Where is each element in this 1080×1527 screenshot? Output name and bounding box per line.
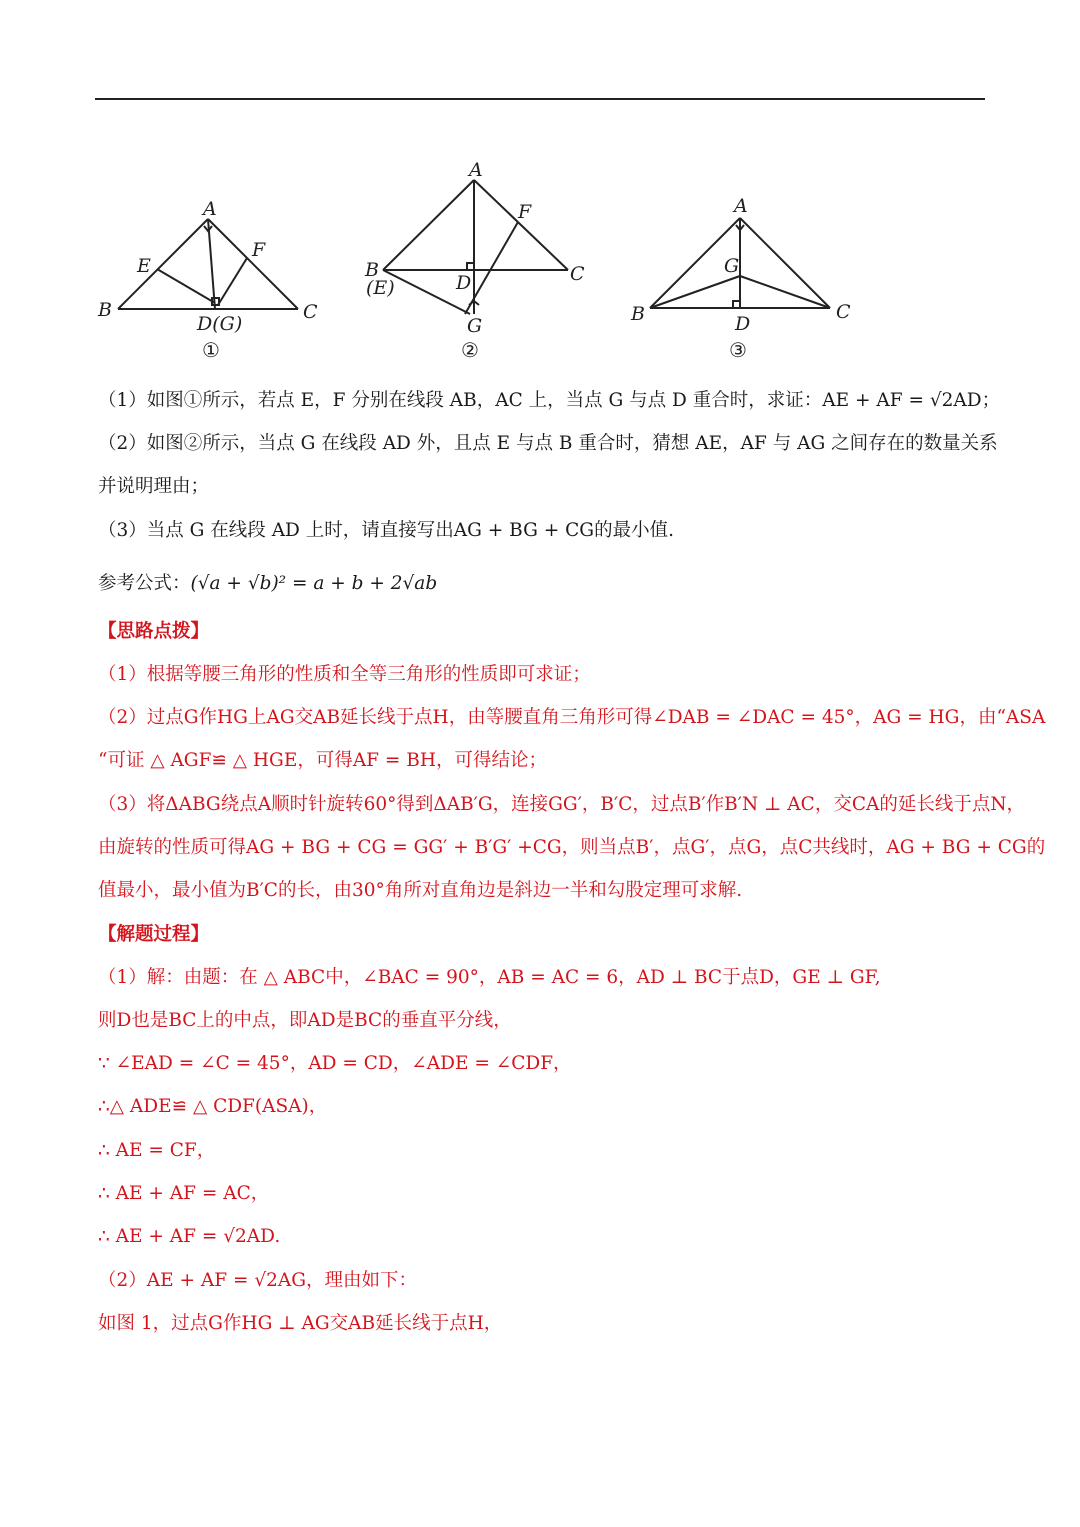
problem-q2-line1: （2）如图②所示，当点 G 在线段 AD 外，且点 E 与点 B 重合时，猜想 AE，AF 与 AG 之间存在的数量关系 xyxy=(98,433,998,454)
fig2-label-d: D xyxy=(456,272,472,294)
solution-line: （2）AE + AF = √2AG，理由如下： xyxy=(98,1270,418,1291)
header-rule xyxy=(95,98,985,100)
fig2-right-angle-d xyxy=(467,263,474,270)
problem-q3: （3）当点 G 在线段 AD 上时，请直接写出AG + BG + CG的最小值. xyxy=(98,520,674,541)
solution-line: ∴ AE + AF = √2AD. xyxy=(98,1226,281,1247)
formula-label: 参考公式： xyxy=(98,573,191,594)
figures-row xyxy=(0,150,1080,380)
fig2-label-e: (E) xyxy=(366,277,395,299)
solution-line: ∴△ ADE≌ △ CDF(ASA)， xyxy=(98,1096,328,1117)
hint-line: 由旋转的性质可得AG + BG + CG = GG′ + B′G′ +CG，则当点B′，点G′，点G，点C共线时，AG + BG + CG的 xyxy=(98,837,1046,858)
fig1-caption: ① xyxy=(202,338,220,362)
fig3-right-angle-d xyxy=(733,301,740,308)
fig1-label-e: E xyxy=(137,255,151,277)
figure-2 xyxy=(383,180,568,314)
solution-line: ∴ AE + AF = AC， xyxy=(98,1183,270,1204)
hint-heading: 【思路点拨】 xyxy=(98,621,210,642)
fig2-label-f: F xyxy=(518,201,532,223)
hint-line: （1）根据等腰三角形的性质和全等三角形的性质即可求证； xyxy=(98,664,591,685)
fig3-seg-cg xyxy=(740,276,830,308)
fig1-side-ab xyxy=(118,219,208,309)
fig1-seg-ed xyxy=(157,269,215,303)
fig3-label-d: D xyxy=(735,313,751,335)
solution-line: （1）解：由题：在 △ ABC中，∠BAC = 90°，AB = AC = 6，AD ⊥ BC于点D，GE ⊥ GF, xyxy=(98,967,881,988)
fig2-seg-fg xyxy=(465,222,518,314)
fig3-seg-bg xyxy=(650,276,740,308)
fig1-seg-fd xyxy=(218,258,247,305)
geometry-figures xyxy=(0,150,1080,380)
solution-line: 如图 1，过点G作HG ⊥ AG交AB延长线于点H， xyxy=(98,1313,503,1334)
fig1-side-ac xyxy=(208,219,298,309)
hint-line: （3）将ΔABG绕点A顺时针旋转60°得到ΔAB′G，连接GG′，B′C，过点B′作B′N ⊥ AC，交CA的延长线于点N， xyxy=(98,794,1026,815)
formula-expression: (√a + √b)² = a + b + 2√ab xyxy=(190,573,438,594)
fig1-label-b: B xyxy=(98,299,112,321)
fig2-side-ac xyxy=(474,180,568,270)
fig2-caption: ② xyxy=(461,338,479,362)
hint-line: “可证 △ AGF≌ △ HGE，可得AF = BH，可得结论； xyxy=(98,750,548,771)
fig2-label-g: G xyxy=(467,315,483,337)
hint-line: （2）过点G作HG上AG交AB延长线于点H，由等腰直角三角形可得∠DAB = ∠DAC = 45°，AG = HG，由“ASA xyxy=(98,707,1046,728)
solution-heading: 【解题过程】 xyxy=(98,924,210,945)
fig2-side-ab xyxy=(383,180,474,270)
fig1-label-f: F xyxy=(252,239,266,261)
fig3-label-g: G xyxy=(724,255,740,277)
problem-q1: （1）如图①所示，若点 E，F 分别在线段 AB，AC 上，当点 G 与点 D 重合时，求证：AE + AF = √2AD； xyxy=(98,390,1001,411)
problem-q2-line2: 并说明理由； xyxy=(98,476,210,497)
reference-formula xyxy=(98,571,998,597)
solution-line: 则D也是BC上的中点，即AD是BC的垂直平分线， xyxy=(98,1010,512,1031)
fig3-side-ac xyxy=(740,218,830,308)
fig1-label-c: C xyxy=(303,301,318,323)
fig2-label-a: A xyxy=(469,159,483,181)
fig2-label-c: C xyxy=(570,263,585,285)
fig3-label-c: C xyxy=(836,301,851,323)
fig2-label-b: B xyxy=(365,259,379,281)
fig1-label-dg: D(G) xyxy=(197,313,243,335)
fig3-label-b: B xyxy=(631,303,645,325)
fig3-label-a: A xyxy=(734,195,748,217)
figure-3 xyxy=(650,218,830,308)
hint-line: 值最小，最小值为B′C的长，由30°角所对直角边是斜边一半和勾股定理可求解. xyxy=(98,880,743,901)
fig3-caption: ③ xyxy=(729,338,747,362)
fig1-label-a: A xyxy=(203,198,217,220)
solution-line: ∵ ∠EAD = ∠C = 45°，AD = CD，∠ADE = ∠CDF， xyxy=(98,1053,572,1074)
fig1-median-ad xyxy=(208,219,215,309)
solution-line: ∴ AE = CF， xyxy=(98,1140,216,1161)
